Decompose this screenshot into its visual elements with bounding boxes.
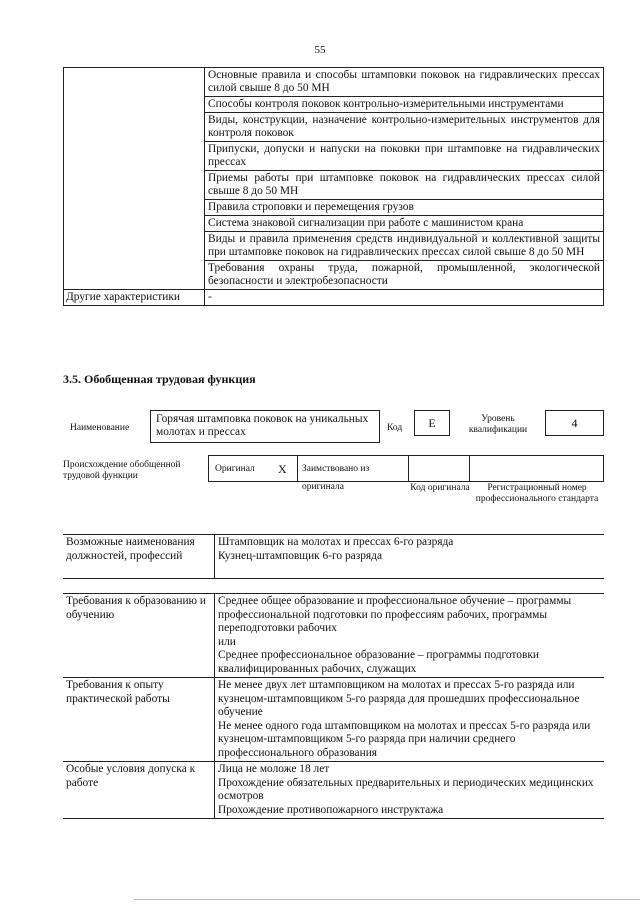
- experience-value: Не менее двух лет штамповщиком на молотах и прессах 5-го разряда или кузнецом-штамповщиком 5-го разряда для прошедших профессиональное обучение Не менее одного года штамповщиком на молотах и прессах 5-го разряда или кузнецом-штамповщиком 5-го разряда при наличии среднего профессионального образования: [215, 678, 605, 762]
- skill-row: Система знаковой сигнализации при работе с машинистом крана: [205, 216, 604, 232]
- skill-row: Основные правила и способы штамповки поковок на гидравлических прессах силой свыше 8 до 50 МН: [205, 68, 604, 97]
- skill-row: Припуски, допуски и напуски на поковки при штамповке на гидравлических прессах: [205, 142, 604, 171]
- skills-table: [63, 67, 604, 306]
- code-label: Код: [387, 423, 403, 433]
- education-label: Требования к образованию и обучению: [63, 594, 215, 678]
- scan-edge-line: [134, 899, 640, 900]
- original-mark: X: [278, 462, 287, 476]
- skill-row: Виды, конструкции, назначение контрольно-измерительных инструментов для контроля поковок: [205, 113, 604, 142]
- reg-number-caption: Регистрационный номер профессионального стандарта: [475, 483, 599, 504]
- code-box: E: [414, 410, 450, 436]
- positions-value: Штамповщик на молотах и прессах 6-го разряда Кузнец-штамповщик 6-го разряда: [215, 535, 605, 579]
- code-original-cell: [408, 455, 470, 482]
- skills-label-cell: [64, 68, 205, 290]
- name-label: Наименование: [70, 423, 130, 433]
- experience-label: Требования к опыту практической работы: [63, 678, 215, 762]
- positions-label: Возможные наименования должностей, профессий: [63, 535, 215, 579]
- page-number: 55: [314, 44, 326, 56]
- skill-row: Приемы работы при штамповке поковок на гидравлических прессах силой свыше 8 до 50 МН: [205, 171, 604, 200]
- original-label: Оригинал: [215, 464, 255, 474]
- other-characteristics-label: Другие характеристики: [64, 290, 205, 306]
- admission-label: Особые условия допуска к работе: [63, 762, 215, 819]
- section-heading: 3.5. Обобщенная трудовая функция: [63, 372, 256, 386]
- reg-number-cell: [469, 455, 604, 482]
- skill-row: Правила строповки и перемещения грузов: [205, 200, 604, 216]
- borrowed-label: Заимствовано из оригинала: [302, 464, 370, 492]
- code-original-caption: Код оригинала: [410, 483, 470, 493]
- origin-label: Происхождение обобщенной трудовой функции: [63, 460, 181, 481]
- other-characteristics-value: -: [205, 290, 604, 306]
- original-cell: [208, 455, 298, 482]
- function-name-box: Горячая штамповка поковок на уникальных молотах и прессах: [150, 410, 380, 443]
- positions-table: [63, 534, 604, 579]
- requirements-table: [63, 593, 604, 819]
- borrowed-cell: [297, 455, 409, 492]
- education-value: Среднее общее образование и профессиональное обучение – программы профессиональной подготовки по профессиям рабочих, программы переподготовки рабочих или Среднее профессиональное образование – программы подготовки квалифицированных рабочих, служащих: [215, 594, 605, 678]
- level-box: 4: [545, 410, 604, 436]
- skill-row: Требования охраны труда, пожарной, промышленной, экологической безопасности и электробезопасности: [205, 261, 604, 290]
- skill-row: Способы контроля поковок контрольно-измерительными инструментами: [205, 97, 604, 113]
- skill-row: Виды и правила применения средств индивидуальной и коллективной защиты при штамповке поковок на гидравлических прессах силой свыше 8 до 50 МН: [205, 232, 604, 261]
- level-label: Уровень квалификации: [468, 414, 528, 435]
- admission-value: Лица не моложе 18 лет Прохождение обязательных предварительных и периодических медицинских осмотров Прохождение противопожарного инструктажа: [215, 762, 605, 819]
